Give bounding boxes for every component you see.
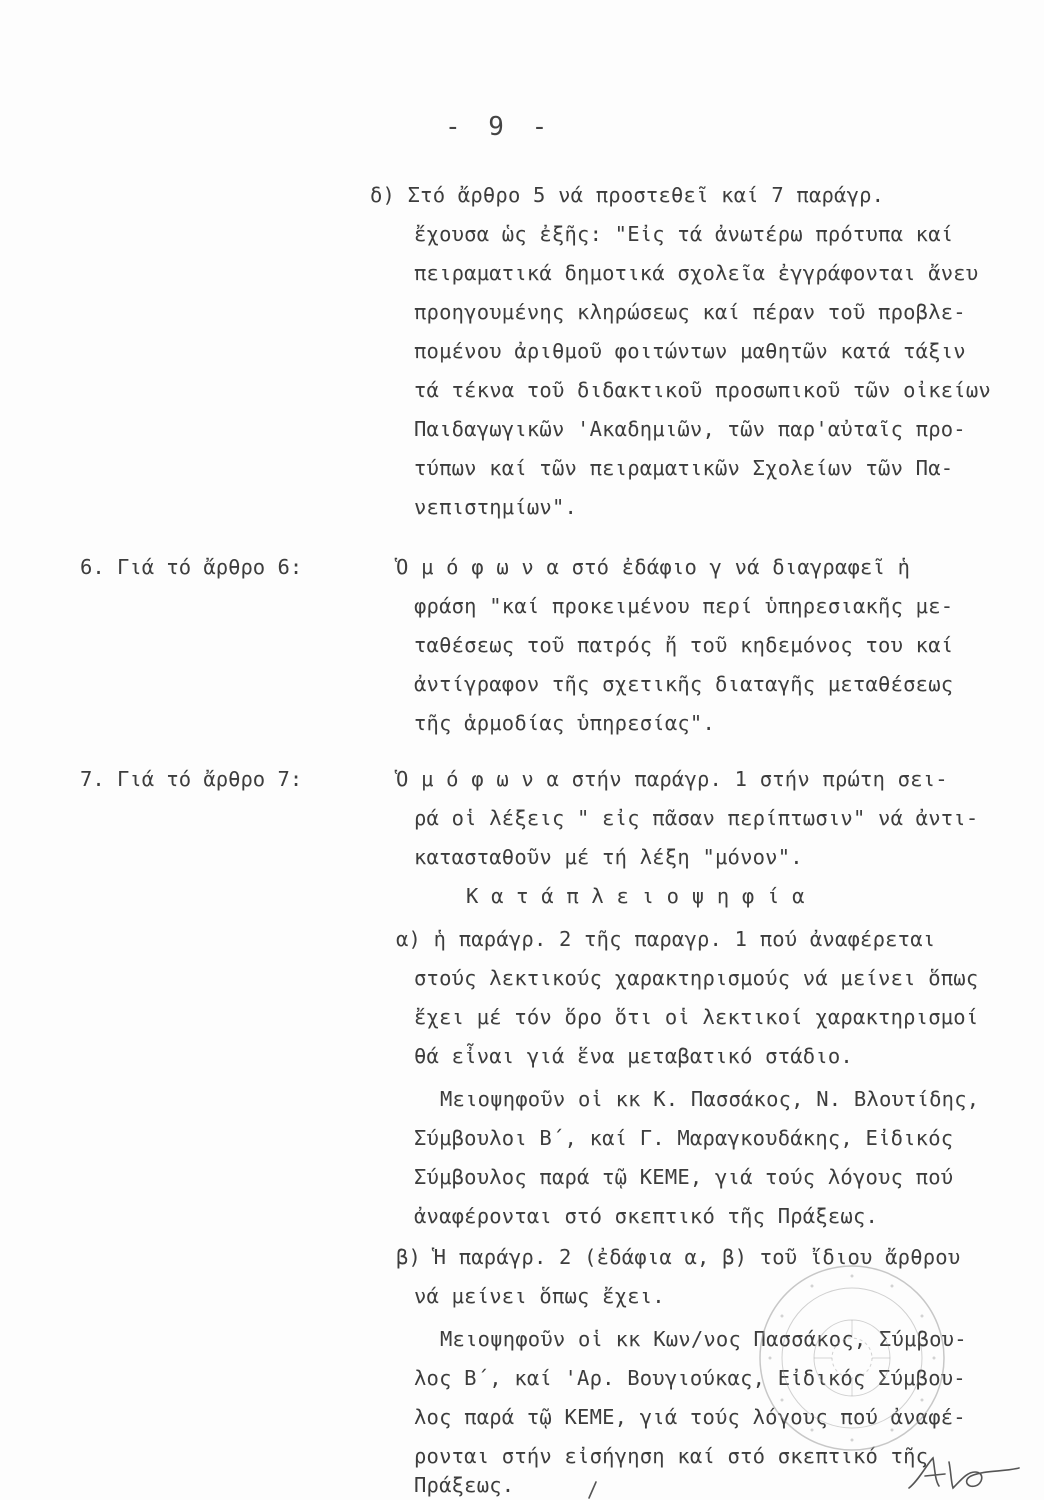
text-line: τύπων καί τῶν πειραματικῶν Σχολείων τῶν Πα- (414, 456, 954, 480)
text-line: πομένου ἀριθμοῦ φοιτώντων μαθητῶν κατά τάξιν (414, 339, 966, 363)
text-line: β) Ἡ παράγρ. 2 (ἐδάφια α, β) τοῦ ἴδιου ἄρθρου (396, 1245, 961, 1269)
text-line: ἀντίγραφον τῆς σχετικῆς διαταγῆς μεταθέσεως (414, 672, 954, 696)
text-line: ἔχουσα ὡς ἐξῆς: "Εἰς τά ἀνωτέρω πρότυπα καί (414, 222, 954, 246)
text-line: νά μείνει ὅπως ἔχει. (414, 1284, 665, 1308)
pen-tick-mark (585, 1480, 599, 1500)
official-seal-icon (752, 1258, 952, 1458)
text-line: φράση "καί προκειμένου περί ὑπηρεσιακῆς με- (414, 594, 954, 618)
text-line: τά τέκνα τοῦ διδακτικοῦ προσωπικοῦ τῶν οἰκείων (414, 378, 991, 402)
text-line: Πράξεως. (414, 1473, 515, 1497)
majority-heading: Κ α τ ά π λ ε ι ο ψ η φ ί α (466, 884, 805, 908)
text-line: προηγουμένης κληρώσεως καί πέραν τοῦ προβλε- (414, 300, 966, 324)
text-line: Μειοψηφοῦν οἱ κκ Κ. Πασσάκος, Ν. Βλουτίδης, (440, 1087, 980, 1111)
text-line: τῆς ἁρμοδίας ὑπηρεσίας". (414, 711, 716, 735)
text-line: Παιδαγωγικῶν 'Ακαδημιῶν, τῶν παρ'αὐταῖς προ- (414, 417, 966, 441)
text-line: νεπιστημίων". (414, 495, 578, 519)
text-line: λος παρά τῷ ΚΕΜΕ, γιά τούς λόγους πού ἀναφέ- (414, 1405, 966, 1429)
text-line: θά εἶναι γιά ἕνα μεταβατικό στάδιο. (414, 1044, 853, 1068)
article-7-label: 7. Γιά τό ἄρθρο 7: (80, 767, 303, 791)
text-line: πειραματικά δημοτικά σχολεῖα ἐγγράφονται ἄνευ (414, 261, 979, 285)
text-line: Ὁ μ ό φ ω ν α στήν παράγρ. 1 στήν πρώτη σει- (396, 767, 948, 791)
text-line: ἀναφέρονται στό σκεπτικό τῆς Πράξεως. (414, 1204, 879, 1228)
text-line: Σύμβουλοι Β΄, καί Γ. Μαραγκουδάκης, Εἰδικός (414, 1126, 954, 1150)
text-line: λος Β΄, καί 'Αρ. Βουγιούκας, Εἰδικός Σύμβου- (414, 1366, 966, 1390)
page-number: - 9 - (445, 112, 554, 142)
text-line: ἔχει μέ τόν ὅρο ὅτι οἱ λεκτικοί χαρακτηρισμοί (414, 1005, 979, 1029)
text-line: κατασταθοῦν μέ τή λέξη "μόνον". (414, 845, 803, 869)
text-line: α) ἡ παράγρ. 2 τῆς παραγρ. 1 πού ἀναφέρεται (396, 927, 936, 951)
text-line: δ) Στό ἄρθρο 5 νά προστεθεῖ καί 7 παράγρ. (370, 183, 885, 207)
text-line: ταθέσεως τοῦ πατρός ἤ τοῦ κηδεμόνος του καί (414, 633, 954, 657)
text-line: Σύμβουλος παρά τῷ ΚΕΜΕ, γιά τούς λόγους πού (414, 1165, 954, 1189)
text-line: Μειοψηφοῦν οἱ κκ Κων/νος Πασσάκος, Σύμβου- (440, 1327, 967, 1351)
text-line: ρονται στήν εἰσήγηση καί στό σκεπτικό τῆς (414, 1444, 929, 1468)
text-line: Ὁ μ ό φ ω ν α στό ἐδάφιο γ νά διαγραφεῖ ἡ (396, 555, 911, 579)
handwritten-signature-icon (905, 1450, 1025, 1496)
text-line: στούς λεκτικούς χαρακτηρισμούς νά μείνει ὅπως (414, 966, 979, 990)
text-line: ρά οἱ λέξεις " εἰς πᾶσαν περίπτωσιν" νά ἀντι- (414, 806, 979, 830)
article-6-label: 6. Γιά τό ἄρθρο 6: (80, 555, 303, 579)
